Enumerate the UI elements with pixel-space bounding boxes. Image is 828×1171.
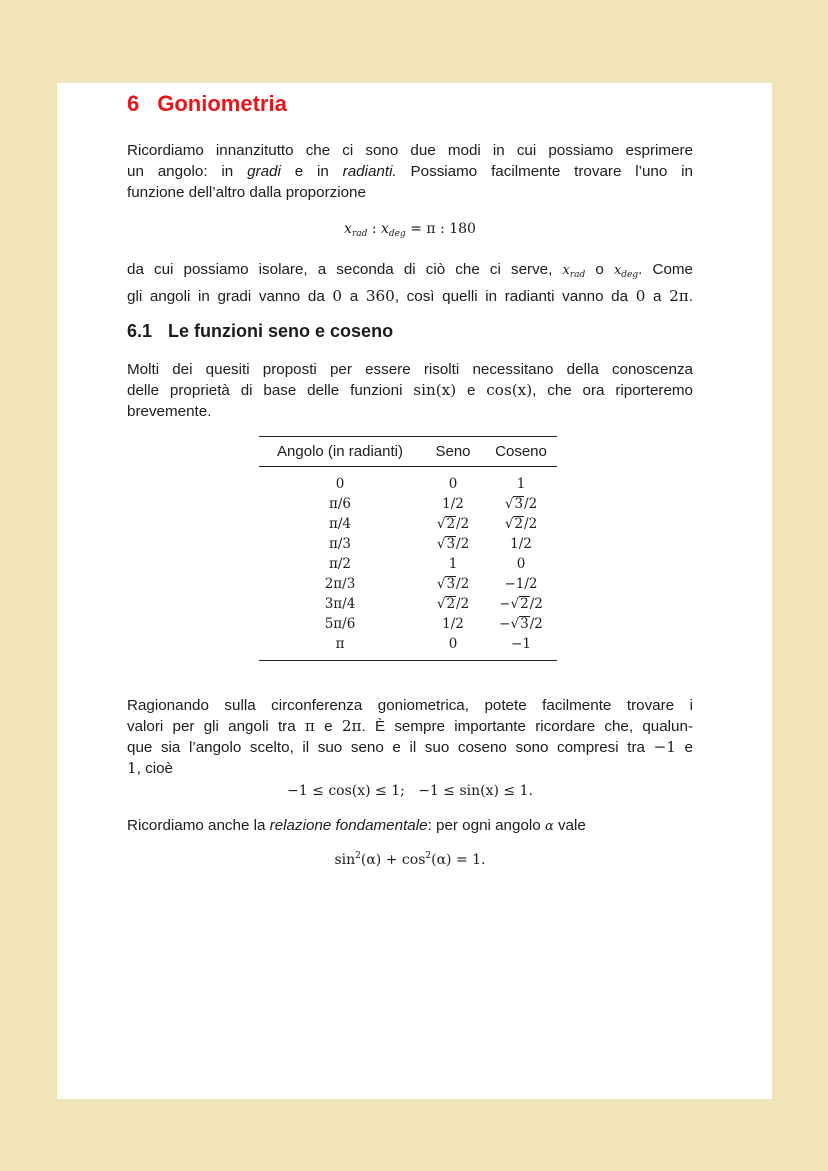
fund-line: [127, 815, 693, 837]
math-pi: π: [304, 717, 315, 735]
sqrt-sign: √: [510, 616, 520, 632]
angle-cell: 2π/3: [324, 576, 356, 592]
sub-deg: deg: [621, 270, 639, 280]
sign: −: [499, 596, 511, 612]
emphasis-radianti: radianti.: [342, 163, 397, 180]
sign: −: [499, 616, 511, 632]
intro-line-3: funzione dell’altro dalla proporzione: [127, 184, 366, 201]
arg: (α): [360, 852, 382, 868]
math-360: 360: [365, 287, 395, 305]
bounds-equation: −1 ≤ cos(x) ≤ 1; −1 ≤ sin(x) ≤ 1.: [287, 783, 533, 799]
subsection-heading: [127, 321, 393, 342]
angle-cell: π/3: [328, 536, 351, 552]
sqrt-sign: √: [510, 596, 520, 612]
text: .: [688, 288, 693, 305]
text: Ricordiamo anche la: [127, 817, 270, 834]
cos-cell: [485, 614, 557, 634]
sin-cell: [421, 514, 485, 534]
fraction-rest: /2: [456, 576, 470, 592]
text: valori per gli angoli tra: [127, 718, 305, 735]
circ-line-2: [127, 716, 693, 737]
table-row: [259, 574, 557, 594]
table-row: [259, 494, 557, 514]
text: que sia l’angolo scelto, il suo seno e il suo coseno sono compresi tra: [127, 739, 654, 756]
fraction-rest: /2: [524, 516, 538, 532]
math-one: 1: [127, 759, 137, 777]
var-x: x: [562, 263, 570, 278]
plus: +: [381, 852, 402, 868]
fraction-rest: /2: [456, 516, 470, 532]
x-deg: [614, 263, 638, 278]
angle-cell: π/4: [328, 516, 351, 532]
angle-cell: 3π/4: [324, 596, 356, 612]
text: da cui possiamo isolare, a seconda di ciò che ci serve,: [127, 261, 563, 278]
sqrt-sign: √: [436, 516, 446, 532]
x-rad: [562, 263, 585, 278]
emphasis-relazione: relazione fondamentale: [269, 817, 428, 834]
sqrt-sign: √: [504, 496, 514, 512]
sub-deg: deg: [388, 229, 406, 239]
sub-rad: rad: [569, 270, 586, 280]
intro-line-2: [127, 161, 693, 182]
eq-rest: = 1.: [451, 852, 486, 868]
text: e: [314, 718, 342, 735]
intro2-paragraph: [127, 359, 693, 422]
math-sin: sin(x): [413, 381, 457, 399]
angle-cell: π: [335, 636, 345, 652]
header-coseno: Coseno: [495, 443, 547, 460]
table-row: [259, 514, 557, 534]
math-zero: 0: [332, 287, 343, 305]
text: e: [675, 739, 694, 756]
sin-cell: [421, 534, 485, 554]
text: . È sempre importante ricordare che, qualun-: [361, 718, 693, 735]
fundamental-paragraph: [127, 815, 693, 837]
circ-line-3: [127, 737, 693, 758]
var-x: x: [344, 221, 352, 237]
math-cos: cos(x): [486, 381, 533, 399]
proportion-equation: $x_{rad}$ : $x_{deg} = \pi$ : 180: [344, 221, 476, 239]
text: a: [342, 288, 366, 305]
table-row: [259, 594, 557, 614]
trig-values-table: [259, 436, 557, 661]
text: o: [585, 261, 614, 278]
sqrt-sign: √: [436, 536, 446, 552]
sin-cell: 1/2: [442, 616, 464, 632]
text: un angolo: in: [127, 163, 248, 180]
after-line-1: [127, 259, 693, 286]
angle-cell: π/2: [328, 556, 351, 572]
radicand: 3: [514, 496, 524, 512]
intro-paragraph: [127, 140, 693, 203]
subsection-number: 6.1: [127, 321, 153, 341]
intro2-line-1: Molti dei quesiti proposti per essere risolti necessitano della conoscenza: [127, 361, 693, 378]
table-row: [259, 554, 557, 574]
circ-line-1: Ragionando sulla circonferenza goniometrica, potete facilmente trovare i: [127, 697, 693, 714]
sin-cell: 1/2: [442, 496, 464, 512]
table-row: [259, 474, 557, 494]
cos-cell: 0: [516, 556, 526, 572]
cos-cell: −1: [511, 636, 531, 652]
intro-line-1: Ricordiamo innanzitutto che ci sono due modi in cui possiamo esprimere: [127, 142, 693, 159]
sub-rad: rad: [351, 229, 368, 239]
sin-cell: [421, 574, 485, 594]
sqrt-sign: √: [436, 576, 446, 592]
sqrt-sign: √: [504, 516, 514, 532]
fraction-rest: /2: [524, 496, 538, 512]
header-angle: Angolo (in radianti): [277, 443, 403, 460]
text: e in: [280, 163, 343, 180]
sin-cell: [421, 594, 485, 614]
radicand: 2: [446, 596, 456, 612]
arg: (α): [431, 852, 452, 868]
eq-rest: = π : 180: [405, 221, 476, 237]
after-proportion-paragraph: [127, 259, 693, 307]
math-2pi: 2π: [341, 717, 362, 735]
header-seno: Seno: [435, 443, 471, 460]
circ-paragraph: [127, 695, 693, 779]
text: , cioè: [136, 760, 173, 777]
exponent: 2: [355, 851, 361, 861]
radicand: 3: [520, 616, 529, 632]
text: , che ora riporteremo: [532, 382, 693, 399]
cos-cell: 1/2: [510, 536, 532, 552]
fn-sin: sin: [334, 852, 356, 868]
subsection-title: Le funzioni seno e coseno: [168, 321, 394, 341]
math-2pi: 2π: [669, 287, 689, 305]
exponent: 2: [425, 851, 432, 861]
text: , così quelli in radianti vanno da: [394, 288, 636, 305]
text: e: [456, 382, 487, 399]
section-heading: [127, 91, 287, 117]
cos-cell: [485, 494, 557, 514]
table-header: [259, 437, 557, 467]
table-row: [259, 634, 557, 654]
angle-cell: π/6: [328, 496, 351, 512]
math-zero: 0: [635, 287, 646, 305]
sin-cell: 0: [448, 636, 458, 652]
text: Possiamo facilmente trovare l’uno in: [396, 163, 693, 180]
emphasis-gradi: gradi: [247, 163, 281, 180]
var-x: x: [613, 263, 622, 278]
fn-cos: cos: [401, 852, 426, 868]
math-alpha: α: [544, 819, 554, 834]
radicand: 3: [446, 576, 456, 592]
cos-cell: [485, 514, 557, 534]
sin-cell: 1: [448, 556, 458, 572]
after-line-2: [127, 286, 693, 307]
angle-cell: 0: [335, 476, 345, 492]
fundamental-equation: [127, 851, 693, 868]
text: : per ogni angolo: [427, 817, 545, 834]
intro2-line-3: brevemente.: [127, 403, 212, 420]
fraction-rest: /2: [529, 596, 543, 612]
intro2-line-2: [127, 380, 693, 401]
angle-cell: 5π/6: [324, 616, 356, 632]
text: vale: [553, 817, 586, 834]
table-row: [259, 534, 557, 554]
sin-cell: 0: [448, 476, 458, 492]
cos-cell: [485, 594, 557, 614]
radicand: 2: [446, 516, 456, 532]
sqrt-sign: √: [436, 596, 446, 612]
radicand: 2: [514, 516, 524, 532]
radicand: 3: [446, 536, 456, 552]
table-body: [259, 467, 557, 660]
document-page: [57, 83, 772, 1099]
section-number: 6: [127, 91, 140, 116]
circ-line-4: [127, 758, 693, 779]
cos-cell: 1: [516, 476, 526, 492]
fraction-rest: /2: [456, 596, 470, 612]
radicand: 2: [520, 596, 529, 612]
table-row: [259, 614, 557, 634]
text: gli angoli in gradi vanno da: [127, 288, 333, 305]
math-minus-one: −1: [653, 738, 676, 756]
text: . Come: [638, 261, 693, 278]
text: delle proprietà di base delle funzioni: [127, 382, 414, 399]
section-title: Goniometria: [157, 91, 287, 116]
fraction-rest: /2: [529, 616, 543, 632]
var-x: x: [381, 221, 389, 237]
fraction-rest: /2: [456, 536, 470, 552]
cos-cell: −1/2: [504, 576, 538, 592]
text: a: [645, 288, 670, 305]
